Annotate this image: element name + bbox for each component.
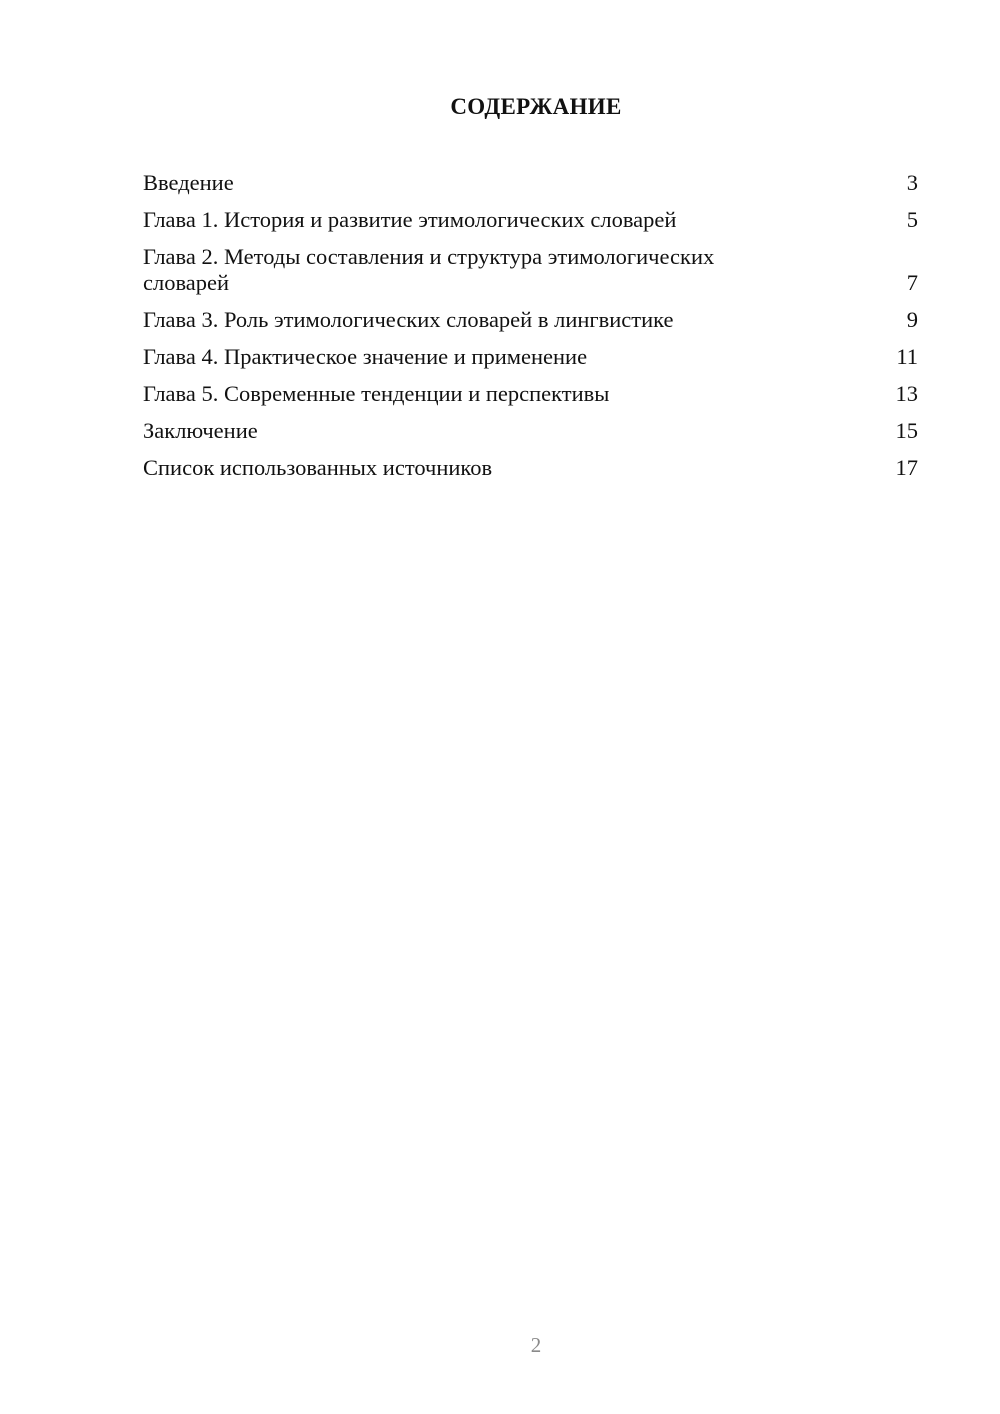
toc-entry-title: Глава 1. История и развитие этимологических словарей: [143, 207, 677, 232]
page-number: 2: [530, 1333, 542, 1357]
toc-entry-page: 3: [906, 170, 918, 195]
toc-entry-title: Глава 2. Методы составления и структура этимологических словарей: [143, 244, 715, 295]
toc-entry-page: 17: [895, 455, 918, 480]
toc-entry-conclusion: [143, 418, 918, 444]
toc-entry-chapter-3: [143, 307, 918, 333]
toc-entry-page: 7: [906, 270, 918, 295]
toc-entry-chapter-4: [143, 344, 918, 370]
toc-entry-title: Глава 3. Роль этимологических словарей в лингвистике: [143, 307, 674, 332]
toc-entry-title: Заключение: [143, 418, 258, 443]
toc-entry-title: Список использованных источников: [143, 455, 493, 480]
page-title: СОДЕРЖАНИЕ: [450, 94, 622, 119]
toc-entry-chapter-5: [143, 381, 918, 407]
toc-entry-page: 5: [906, 207, 918, 232]
toc-entry-page: 13: [895, 381, 918, 406]
toc-entry-title: Глава 4. Практическое значение и применение: [143, 344, 588, 369]
toc-entry-chapter-1: [143, 207, 918, 233]
toc-entry-introduction: [143, 170, 918, 196]
toc-entry-title: Глава 5. Современные тенденции и перспективы: [143, 381, 610, 406]
toc-entry-references: [143, 455, 918, 481]
toc-entry-page: 11: [896, 344, 918, 369]
table-of-contents: [143, 170, 918, 492]
toc-entry-chapter-2: [143, 244, 918, 296]
toc-entry-page: 15: [895, 418, 918, 443]
toc-entry-title: Введение: [143, 170, 234, 195]
toc-entry-page: 9: [906, 307, 918, 332]
